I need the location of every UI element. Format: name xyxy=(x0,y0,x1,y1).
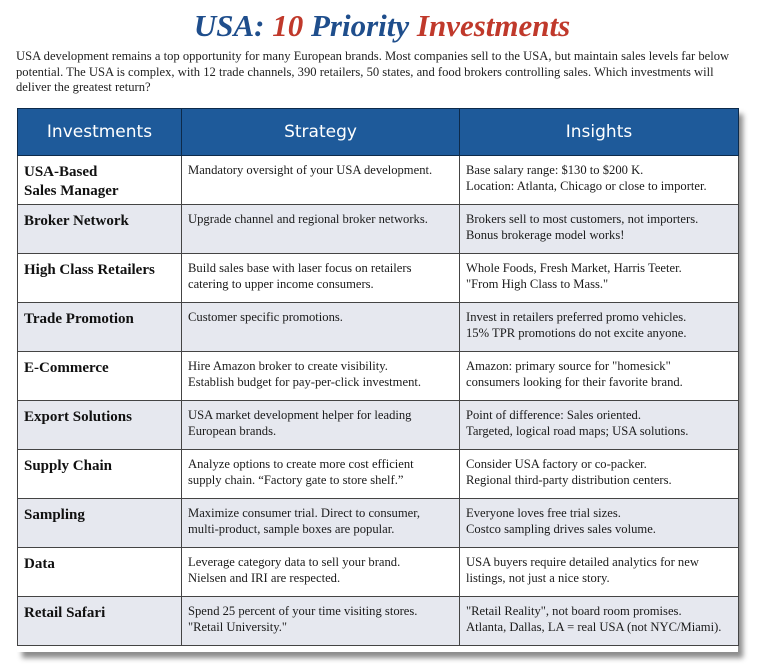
insights-cell-line: listings, not just a nice story. xyxy=(466,571,610,585)
investment-cell xyxy=(18,156,182,205)
insights-cell xyxy=(460,401,739,450)
table-row xyxy=(18,499,739,548)
investment-cell xyxy=(18,499,182,548)
insights-cell xyxy=(460,352,739,401)
investment-cell-line: High Class Retailers xyxy=(24,262,155,278)
investment-cell-line: USA-Based xyxy=(24,164,98,180)
strategy-cell-line: Mandatory oversight of your USA development. xyxy=(188,163,433,177)
insights-cell xyxy=(460,597,739,646)
strategy-cell-line: Hire Amazon broker to create visibility. xyxy=(188,359,388,373)
header-strategy: Strategy xyxy=(182,109,460,156)
strategy-cell-line: Upgrade channel and regional broker networks. xyxy=(188,212,428,226)
insights-cell-line: Costco sampling drives sales volume. xyxy=(466,522,656,536)
investment-cell-line: Supply Chain xyxy=(24,458,112,474)
investment-cell-line: Trade Promotion xyxy=(24,311,134,327)
investment-cell-line: Data xyxy=(24,556,55,572)
insights-cell-line: USA buyers require detailed analytics for new xyxy=(466,555,699,569)
strategy-cell-line: Establish budget for pay-per-click investment. xyxy=(188,375,422,389)
insights-cell-line: "From High Class to Mass." xyxy=(466,277,609,291)
insights-cell-line: Whole Foods, Fresh Market, Harris Teeter. xyxy=(466,261,682,275)
insights-cell xyxy=(460,499,739,548)
title-part-priority: Priority xyxy=(310,8,410,43)
strategy-cell-line: USA market development helper for leading xyxy=(188,408,412,422)
insights-cell-line: Bonus brokerage model works! xyxy=(466,228,625,242)
insights-cell-line: Amazon: primary source for "homesick" xyxy=(466,359,671,373)
title-part-number: 10 xyxy=(272,8,304,43)
insights-cell-line: "Retail Reality", not board room promises. xyxy=(466,604,682,618)
investment-cell xyxy=(18,401,182,450)
strategy-cell-line: Maximize consumer trial. Direct to consumer, xyxy=(188,506,421,520)
insights-cell-line: Base salary range: $130 to $200 K. xyxy=(466,163,644,177)
investment-cell-line: Sales Manager xyxy=(24,183,119,199)
table-row xyxy=(18,450,739,499)
insights-cell-line: Atlanta, Dallas, LA = real USA (not NYC/Miami). xyxy=(466,620,722,634)
investment-cell-line: Broker Network xyxy=(24,213,129,229)
table-row xyxy=(18,401,739,450)
insights-cell-line: consumers looking for their favorite brand. xyxy=(466,375,683,389)
strategy-cell xyxy=(182,205,460,254)
table-row xyxy=(18,303,739,352)
investments-table-container xyxy=(17,108,738,652)
table-row xyxy=(18,548,739,597)
table-header-row xyxy=(18,109,739,156)
insights-cell xyxy=(460,548,739,597)
table-row xyxy=(18,352,739,401)
strategy-cell xyxy=(182,352,460,401)
insights-cell-line: Invest in retailers preferred promo vehicles. xyxy=(466,310,687,324)
strategy-cell xyxy=(182,597,460,646)
insights-cell-line: Consider USA factory or co-packer. xyxy=(466,457,647,471)
insights-cell-line: Regional third-party distribution centers. xyxy=(466,473,672,487)
investment-cell xyxy=(18,597,182,646)
insights-cell-line: Location: Atlanta, Chicago or close to importer. xyxy=(466,179,707,193)
investment-cell-line: Retail Safari xyxy=(24,605,106,621)
strategy-cell-line: multi-product, sample boxes are popular. xyxy=(188,522,395,536)
table-row xyxy=(18,254,739,303)
investment-cell xyxy=(18,352,182,401)
table-header xyxy=(18,109,739,156)
investment-cell-line: E-Commerce xyxy=(24,360,109,376)
insights-cell-line: Everyone loves free trial sizes. xyxy=(466,506,621,520)
strategy-cell-line: Leverage category data to sell your brand. xyxy=(188,555,401,569)
insights-cell xyxy=(460,303,739,352)
strategy-cell-line: Nielsen and IRI are respected. xyxy=(188,571,341,585)
strategy-cell-line: catering to upper income consumers. xyxy=(188,277,374,291)
investment-cell xyxy=(18,205,182,254)
header-investments: Investments xyxy=(18,109,182,156)
table-row xyxy=(18,597,739,646)
insights-cell xyxy=(460,450,739,499)
strategy-cell-line: Spend 25 percent of your time visiting stores. xyxy=(188,604,418,618)
page-title xyxy=(0,6,764,46)
insights-cell-line: Brokers sell to most customers, not importers. xyxy=(466,212,699,226)
investment-cell xyxy=(18,303,182,352)
strategy-cell xyxy=(182,548,460,597)
strategy-cell xyxy=(182,303,460,352)
investment-cell xyxy=(18,450,182,499)
strategy-cell xyxy=(182,254,460,303)
strategy-cell-line: Customer specific promotions. xyxy=(188,310,343,324)
intro-paragraph: USA development remains a top opportunity for many European brands. Most companies sell to the USA, but maintain sales levels far below potential. The USA is complex, with 12 trade channels, 390 retailers, 50 states, and food brokers controlling sales. Which investments will deliver the greatest return? xyxy=(16,49,730,95)
table-body xyxy=(18,156,739,646)
insights-cell xyxy=(460,205,739,254)
strategy-cell xyxy=(182,401,460,450)
investment-cell-line: Sampling xyxy=(24,507,85,523)
strategy-cell xyxy=(182,499,460,548)
investment-cell xyxy=(18,548,182,597)
strategy-cell xyxy=(182,156,460,205)
strategy-cell-line: European brands. xyxy=(188,424,277,438)
strategy-cell-line: supply chain. “Factory gate to store shelf.” xyxy=(188,473,404,487)
strategy-cell-line: "Retail University." xyxy=(188,620,288,634)
title-part-usa: USA: xyxy=(193,8,265,43)
table-row xyxy=(18,156,739,205)
strategy-cell-line: Build sales base with laser focus on retailers xyxy=(188,261,412,275)
investments-table xyxy=(17,108,739,646)
insights-cell xyxy=(460,156,739,205)
table-row xyxy=(18,205,739,254)
insights-cell-line: Targeted, logical road maps; USA solutions. xyxy=(466,424,689,438)
title-part-investments: Investments xyxy=(416,8,571,43)
strategy-cell-line: Analyze options to create more cost efficient xyxy=(188,457,414,471)
insights-cell-line: Point of difference: Sales oriented. xyxy=(466,408,641,422)
investment-cell-line: Export Solutions xyxy=(24,409,132,425)
investment-cell xyxy=(18,254,182,303)
strategy-cell xyxy=(182,450,460,499)
header-insights: Insights xyxy=(460,109,739,156)
insights-cell-line: 15% TPR promotions do not excite anyone. xyxy=(466,326,687,340)
insights-cell xyxy=(460,254,739,303)
